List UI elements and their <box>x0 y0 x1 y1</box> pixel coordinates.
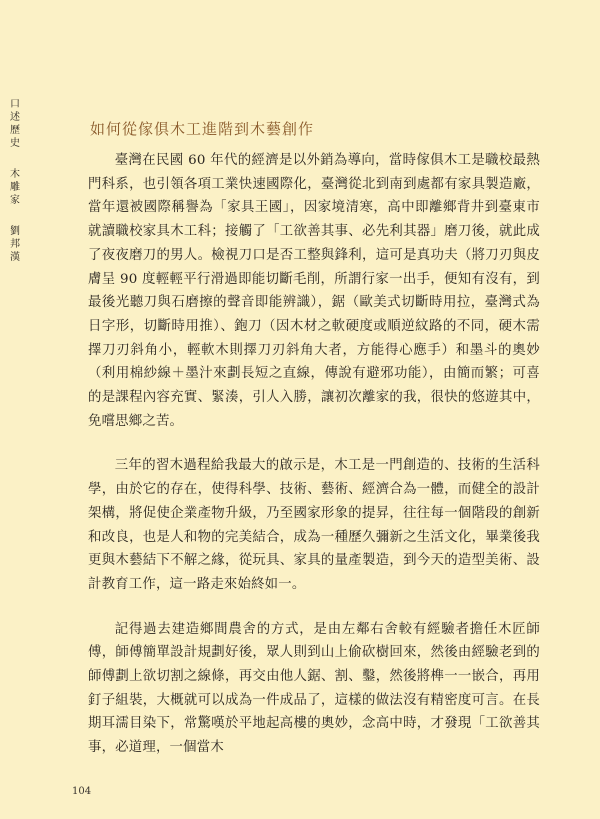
spacer <box>8 207 22 225</box>
page-number: 104 <box>72 786 92 797</box>
subject-char: 家 <box>10 195 20 206</box>
paragraph: 臺灣在民國 60 年代的經濟是以外銷為導向，當時傢俱木工是職校最熱門科系，也引領各項工業快速國際化，臺灣從北到南到處都有家具製造廠，當年還被國際稱譽為「家具王國」，因家境清寒，高中即離鄉背井到臺東市就讀職校家具木工科；接觸了「工欲善其事、必先利其器」磨刀後，就此成了夜夜磨刀的男人。檢視刀口是否工整與鋒利，這可是真功夫（將刀刃與皮膚呈 90 度輕輕平行滑過即能切斷毛削，所謂行家一出手，便知有沒有，到最後光聽刀與石磨擦的聲音即能辨識），鋸（歐美式切斷時用拉，臺灣式為日字形，切斷時用推）、鉋刀（因木材之軟硬度或順逆紋路的不同，硬木需擇刀刃斜角小，輕軟木則擇刀刃斜角大者，方能得心應手）和墨斗的奧妙（利用棉紗線＋墨汁來劃長短之直線，傳說有避邪功能），由簡而繁；可喜的是課程內容充實、緊湊，引人入勝，讓初次離家的我，很快的悠遊其中，免嚐思鄉之苦。 <box>88 153 540 429</box>
section-heading: 如何從傢俱木工進階到木藝創作 <box>90 120 315 138</box>
book-title-char: 口 <box>10 99 20 110</box>
book-title-char: 史 <box>10 138 20 149</box>
subject-char: 雕 <box>10 182 20 193</box>
author-char: 邦 <box>10 239 20 250</box>
book-title-char: 歷 <box>10 125 20 136</box>
book-title-char: 述 <box>10 112 20 123</box>
subject-char: 木 <box>10 169 20 180</box>
body-text <box>88 149 540 781</box>
author-char: 漢 <box>10 252 20 263</box>
paragraph: 記得過去建造鄉間農舍的方式，是由左鄰右舍較有經驗者擔任木匠師傅，師傅簡單設計規劃好後，眾人則到山上偷砍樹回來，然後由經驗老到的師傅劃上欲切割之線條，再交由他人鋸、割、鑿，然後將榫一一嵌合，再用釘子組裝，大概就可以成為一件成品了，這樣的做法沒有精密度可言。在長期耳濡目染下，常驚嘆於平地起高樓的奧妙，念高中時，才發現「工欲善其事，必道理，一個當木 <box>88 621 540 756</box>
spacer <box>8 150 22 168</box>
paragraph: 三年的習木過程給我最大的啟示是，木工是一門創造的、技術的生活科學，由於它的存在，使得科學、技術、藝術、經濟合為一體，而健全的設計架構，將促使企業產物升級，乃至國家形象的提昇，往往每一個階段的創新和改良，也是人和物的完美結合，成為一種歷久彌新之生活文化，畢業後我更與木藝結下不解之緣，從玩具、家具的量產製造，到今天的造型美術、設計教育工作，這一路走來始終如一。 <box>88 458 540 592</box>
author-char: 劉 <box>10 226 20 237</box>
running-header <box>8 98 22 264</box>
